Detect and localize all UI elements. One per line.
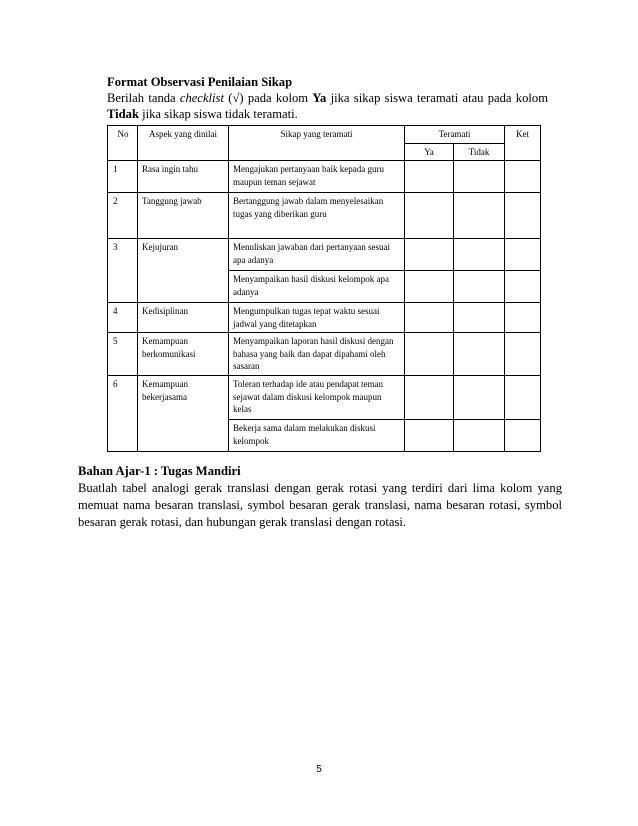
- cell-ya: [405, 376, 454, 420]
- cell-tidak: [454, 161, 505, 193]
- header-aspek: Aspek yang dinilai: [138, 126, 229, 161]
- instruction-text: jika sikap siswa tidak teramati.: [138, 107, 298, 121]
- cell-ya: [405, 303, 454, 333]
- instruction-line-1: [107, 90, 548, 106]
- cell-sikap: Menyampaikan hasil diskusi kelompok apa adanya: [229, 271, 405, 303]
- cell-ket: [505, 161, 541, 193]
- cell-sikap: Bertanggung jawab dalam menyelesaikan tugas yang diberikan guru: [229, 193, 405, 239]
- cell-tidak: [454, 420, 505, 452]
- cell-tidak: [454, 193, 505, 239]
- instruction-text: (√) pada kolom: [223, 91, 313, 105]
- instruction-text: jika sikap siswa teramati atau pada kolom: [326, 91, 548, 105]
- observation-format-section: [107, 74, 548, 122]
- cell-ya: [405, 271, 454, 303]
- cell-tidak: [454, 271, 505, 303]
- task-section: [78, 463, 562, 531]
- table-row: [108, 161, 541, 193]
- instruction-bold-ya: Ya: [312, 91, 327, 105]
- paragraph-line: besaran gerak rotasi, dan hubungan gerak translasi dengan rotasi.: [78, 515, 407, 529]
- cell-ket: [505, 271, 541, 303]
- cell-ket: [505, 420, 541, 452]
- cell-aspek: Rasa ingin tahu: [138, 161, 229, 193]
- header-ya: Ya: [405, 143, 454, 161]
- table-row: [108, 333, 541, 376]
- cell-tidak: [454, 239, 505, 271]
- cell-ket: [505, 333, 541, 376]
- header-tidak: Tidak: [454, 143, 505, 161]
- cell-ket: [505, 239, 541, 271]
- paragraph-line: memuat nama besaran translasi, symbol besaran gerak translasi, nama besaran rotasi, symbol: [78, 498, 562, 512]
- cell-tidak: [454, 333, 505, 376]
- paragraph-line: Buatlah tabel analogi gerak translasi dengan gerak rotasi yang terdiri dari lima kolom yang: [78, 481, 562, 495]
- cell-aspek: Tanggung jawab: [138, 193, 229, 239]
- page-number: 5: [316, 764, 322, 775]
- cell-no: 4: [108, 303, 138, 333]
- cell-no: 5: [108, 333, 138, 376]
- cell-no: 6: [108, 376, 138, 452]
- cell-tidak: [454, 376, 505, 420]
- cell-ya: [405, 333, 454, 376]
- cell-ya: [405, 161, 454, 193]
- table-row: [108, 303, 541, 333]
- instruction-text: Berilah tanda: [107, 91, 180, 105]
- cell-ket: [505, 376, 541, 420]
- instruction-line-2: [107, 106, 548, 122]
- cell-ya: [405, 239, 454, 271]
- table-header-row: [108, 126, 541, 144]
- cell-ket: [505, 193, 541, 239]
- cell-no: 3: [108, 239, 138, 303]
- header-sikap: Sikap yang teramati: [229, 126, 405, 161]
- cell-ya: [405, 420, 454, 452]
- table-row: [108, 193, 541, 239]
- cell-sikap: Bekerja sama dalam melakukan diskusi kelompok: [229, 420, 405, 452]
- instruction-emphasis: checklist: [179, 91, 224, 105]
- cell-sikap: Mengumpulkan tugas tepat waktu sesuai jadwal yang ditetapkan: [229, 303, 405, 333]
- cell-sikap: Menuliskan jawaban dari pertanyaan sesuai apa adanya: [229, 239, 405, 271]
- header-ket: Ket: [505, 126, 541, 161]
- header-teramati: Teramati: [405, 126, 505, 144]
- cell-ya: [405, 193, 454, 239]
- instruction-bold-tidak: Tidak: [107, 107, 139, 121]
- cell-aspek: Kejujuran: [138, 239, 229, 303]
- cell-ket: [505, 303, 541, 333]
- observation-table: [107, 125, 541, 452]
- section-heading: Bahan Ajar-1 : Tugas Mandiri: [78, 464, 241, 478]
- cell-aspek: Kedisiplinan: [138, 303, 229, 333]
- cell-sikap: Menyampaikan laporan hasil diskusi dengan bahasa yang baik dan dapat dipahami oleh sasaran: [229, 333, 405, 376]
- cell-no: 2: [108, 193, 138, 239]
- cell-tidak: [454, 303, 505, 333]
- cell-sikap: Toleran terhadap ide atau pendapat teman sejawat dalam diskusi kelompok maupun kelas: [229, 376, 405, 420]
- table-row: [108, 376, 541, 420]
- cell-no: 1: [108, 161, 138, 193]
- cell-aspek: Kemampuan berkomunikasi: [138, 333, 229, 376]
- header-no: No: [108, 126, 138, 161]
- table-row: [108, 239, 541, 271]
- cell-aspek: Kemampuan bekerjasama: [138, 376, 229, 452]
- section-heading: Format Observasi Penilaian Sikap: [107, 75, 293, 89]
- cell-sikap: Mengajukan pertanyaan baik kepada guru maupun teman sejawat: [229, 161, 405, 193]
